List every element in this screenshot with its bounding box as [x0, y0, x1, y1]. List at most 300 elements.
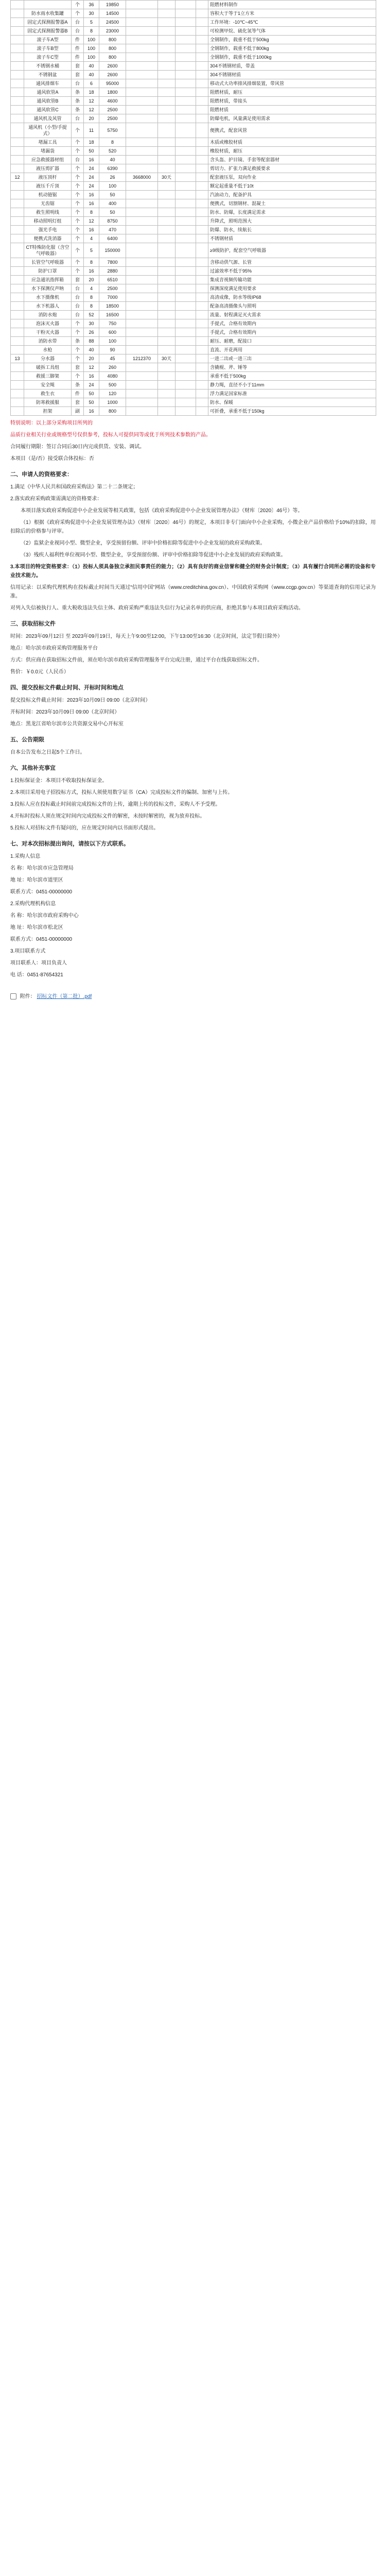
- cell-warranty: [176, 389, 196, 398]
- cell-warranty: [176, 114, 196, 123]
- cell-qty: 12: [84, 363, 99, 372]
- cell-desc: 探测深度满足使用要求: [208, 284, 376, 293]
- cell-qty: 36: [84, 1, 99, 9]
- cell-price: 2600: [99, 71, 126, 79]
- cell-total: [126, 9, 158, 18]
- cell-qty: 100: [84, 44, 99, 53]
- cell-price: 50: [99, 191, 126, 199]
- cell-total: [126, 217, 158, 226]
- cell-desc: 直流、开花两用: [208, 346, 376, 354]
- table-row: [11, 53, 376, 62]
- cell-price: 400: [99, 199, 126, 208]
- cell-price: 1800: [99, 88, 126, 97]
- cell-no: [11, 302, 24, 311]
- cell-price: 8750: [99, 217, 126, 226]
- cell-no: [11, 191, 24, 199]
- cell-no: [11, 36, 24, 44]
- cell-price: 14500: [99, 9, 126, 18]
- cell-name: 不锈钢盆: [24, 71, 72, 79]
- cell-price: 2600: [99, 62, 126, 71]
- cell-total: [126, 234, 158, 243]
- cell-desc: 防水、保暖: [208, 398, 376, 407]
- cell-warranty: [176, 398, 196, 407]
- cell-delivery: [158, 164, 176, 173]
- cell-delivery: [158, 226, 176, 234]
- cell-qty: 40: [84, 71, 99, 79]
- cell-total: [126, 284, 158, 293]
- cell-unit: 件: [72, 36, 84, 44]
- cell-mark: [196, 398, 208, 407]
- cell-no: [11, 381, 24, 389]
- table-row: [11, 62, 376, 71]
- cell-desc: 流量、射程满足灭火需求: [208, 311, 376, 319]
- cell-no: [11, 88, 24, 97]
- paragraph: 1.采购人信息: [10, 854, 41, 859]
- cell-mark: [196, 62, 208, 71]
- table-row: [11, 381, 376, 389]
- cell-mark: [196, 138, 208, 147]
- paragraph: 信用记录：以采购代理机构在投标截止时间当天通过“信用中国”网站（www.creditchina.gov.cn）、中国政府采购网（www.ccgp.gov.cn）等渠道查询的信用记录为准。: [10, 585, 376, 599]
- cell-no: [11, 398, 24, 407]
- cell-desc: 工作环境：-10℃~45℃: [208, 18, 376, 27]
- cell-mark: [196, 27, 208, 36]
- paragraph: 地点：黑龙江省哈尔滨市公共资源交易中心开标室: [10, 721, 124, 727]
- cell-qty: 8: [84, 27, 99, 36]
- cell-qty: 5: [84, 243, 99, 258]
- cell-no: [11, 44, 24, 53]
- cell-warranty: [176, 164, 196, 173]
- cell-qty: 16: [84, 156, 99, 164]
- cell-name: 泡沫灭火器: [24, 319, 72, 328]
- cell-total: [126, 407, 158, 416]
- paragraph: 4.开标时投标人须在规定时间内完成投标文件的解密，未按时解密的，视为放弃投标。: [10, 814, 205, 819]
- cell-name: 滚子车B型: [24, 44, 72, 53]
- paragraph: 2.本项目采用电子招投标方式，投标人须使用数字证书（CA）完成投标文件的编制、加密与上传。: [10, 790, 233, 795]
- cell-price: 23000: [99, 27, 126, 36]
- cell-unit: 副: [72, 407, 84, 416]
- section-heading: 四、提交投标文件截止时间、开标时间和地点: [10, 685, 124, 691]
- paragraph: 3.投标人应在投标截止时间前完成投标文件的上传，逾期上传的投标文件，采购人不予受理。: [10, 802, 221, 807]
- cell-warranty: [176, 182, 196, 191]
- cell-price: 7800: [99, 258, 126, 267]
- cell-unit: 个: [72, 1, 84, 9]
- cell-qty: 8: [84, 208, 99, 217]
- cell-unit: 台: [72, 284, 84, 293]
- cell-name: 水枪: [24, 346, 72, 354]
- table-row: [11, 284, 376, 293]
- cell-unit: 套: [72, 62, 84, 71]
- cell-total: [126, 138, 158, 147]
- cell-mark: [196, 147, 208, 156]
- cell-no: [11, 311, 24, 319]
- cell-desc: 耐压、耐磨，配接口: [208, 337, 376, 346]
- cell-qty: 88: [84, 337, 99, 346]
- cell-qty: 30: [84, 9, 99, 18]
- cell-name: 机动链锯: [24, 191, 72, 199]
- cell-price: 7000: [99, 293, 126, 302]
- cell-total: [126, 319, 158, 328]
- cell-name: [24, 1, 72, 9]
- cell-warranty: [176, 407, 196, 416]
- cell-warranty: [176, 36, 196, 44]
- paragraph: 名 称：哈尔滨市政府采购中心: [10, 913, 79, 919]
- cell-name: 滚子车C型: [24, 53, 72, 62]
- table-row: [11, 173, 376, 182]
- cell-unit: 条: [72, 337, 84, 346]
- cell-qty: 11: [84, 123, 99, 138]
- cell-qty: 12: [84, 97, 99, 106]
- cell-warranty: [176, 226, 196, 234]
- cell-no: [11, 243, 24, 258]
- cell-desc: 浮力满足国家标准: [208, 389, 376, 398]
- cell-no: [11, 182, 24, 191]
- cell-desc: 容积大于等于1立方米: [208, 9, 376, 18]
- cell-name: 防寒救援服: [24, 398, 72, 407]
- cell-no: [11, 389, 24, 398]
- cell-qty: 18: [84, 88, 99, 97]
- cell-delivery: [158, 363, 176, 372]
- cell-warranty: [176, 27, 196, 36]
- paragraph: 5.投标人对招标文件有疑问的，应在规定时间内以书面形式提出。: [10, 825, 159, 831]
- table-row: [11, 389, 376, 398]
- cell-desc: 含移动供气源、长管: [208, 258, 376, 267]
- cell-name: 应急通讯指挥箱: [24, 276, 72, 284]
- cell-unit: 个: [72, 191, 84, 199]
- cell-desc: 移动式大功率排风排烟装置，带风管: [208, 79, 376, 88]
- table-row: [11, 243, 376, 258]
- cell-warranty: [176, 88, 196, 97]
- cell-unit: 个: [72, 354, 84, 363]
- cell-name: 固定式探测报警器B: [24, 27, 72, 36]
- cell-total: [126, 106, 158, 114]
- paragraph: 对列入失信被执行人、重大税收违法失信主体、政府采购严重违法失信行为记录名单的供应商，拒绝其参与本项目政府采购活动。: [10, 605, 304, 611]
- table-row: [11, 9, 376, 18]
- cell-price: 470: [99, 226, 126, 234]
- cell-desc: 不锈钢材质: [208, 234, 376, 243]
- table-row: [11, 302, 376, 311]
- table-row: [11, 363, 376, 372]
- cell-delivery: [158, 243, 176, 258]
- table-row: [11, 328, 376, 337]
- cell-unit: 条: [72, 106, 84, 114]
- cell-total: 1212370: [126, 354, 158, 363]
- cell-delivery: [158, 311, 176, 319]
- cell-unit: 条: [72, 381, 84, 389]
- cell-delivery: [158, 79, 176, 88]
- cell-mark: [196, 276, 208, 284]
- cell-unit: 台: [72, 114, 84, 123]
- cell-price: 800: [99, 53, 126, 62]
- paragraph: （3）残疾人福利性单位视同小型、微型企业，享受预留份额、评审中价格扣除等促进中小企业发展的政府采购政策。: [21, 552, 286, 558]
- cell-warranty: [176, 293, 196, 302]
- cell-price: 800: [99, 36, 126, 44]
- paragraph: 地 址：哈尔滨市松北区: [10, 925, 63, 930]
- cell-no: [11, 9, 24, 18]
- cell-desc: 便携式，配套风管: [208, 123, 376, 138]
- cell-delivery: [158, 123, 176, 138]
- cell-delivery: [158, 1, 176, 9]
- cell-name: 救生衣: [24, 389, 72, 398]
- cell-name: CT特殊防化服（含空气呼吸器）: [24, 243, 72, 258]
- cell-total: [126, 208, 158, 217]
- paragraph: 联系方式：0451-00000000: [10, 889, 73, 895]
- cell-total: [126, 389, 158, 398]
- cell-delivery: [158, 234, 176, 243]
- cell-total: [126, 199, 158, 208]
- cell-desc: 过滤效率不低于95%: [208, 267, 376, 276]
- cell-desc: 全钢制作，载重不低于800kg: [208, 44, 376, 53]
- cell-no: [11, 1, 24, 9]
- paragraph: 3.本项目的特定资格要求：（1）投标人须具备独立承担民事责任的能力；（2）具有良好的商业信誉和健全的财务会计制度；（3）具有履行合同所必需的设备和专业技术能力。: [10, 564, 376, 579]
- cell-delivery: [158, 258, 176, 267]
- cell-price: 150000: [99, 243, 126, 258]
- cell-name: 干粉灭火器: [24, 328, 72, 337]
- table-row: [11, 164, 376, 173]
- cell-total: [126, 337, 158, 346]
- table-row: [11, 138, 376, 147]
- cell-name: 救生照明线: [24, 208, 72, 217]
- cell-warranty: [176, 284, 196, 293]
- cell-price: 19850: [99, 1, 126, 9]
- cell-mark: [196, 208, 208, 217]
- cell-total: [126, 311, 158, 319]
- cell-unit: 台: [72, 293, 84, 302]
- cell-desc: 手提式，合格有效期内: [208, 328, 376, 337]
- cell-unit: 个: [72, 319, 84, 328]
- cell-name: 通风机及风管: [24, 114, 72, 123]
- cell-desc: 配备高清摄像头与照明: [208, 302, 376, 311]
- cell-warranty: [176, 337, 196, 346]
- attachment-link[interactable]: 招标文件（第二批）.pdf: [37, 994, 92, 999]
- cell-total: [126, 27, 158, 36]
- section-heading: 七、对本次招标提出询问，请按以下方式联系。: [10, 841, 129, 847]
- cell-total: [126, 147, 158, 156]
- cell-no: [11, 276, 24, 284]
- cell-price: 100: [99, 182, 126, 191]
- cell-unit: 套: [72, 363, 84, 372]
- table-row: [11, 88, 376, 97]
- cell-delivery: [158, 53, 176, 62]
- cell-warranty: [176, 234, 196, 243]
- paragraph: 特别说明：以上部分采购项目所列的: [10, 420, 93, 426]
- cell-desc: 304不锈钢材质，带盖: [208, 62, 376, 71]
- cell-unit: 个: [72, 234, 84, 243]
- cell-name: 水下机器人: [24, 302, 72, 311]
- cell-delivery: [158, 36, 176, 44]
- table-row: [11, 398, 376, 407]
- cell-unit: 个: [72, 164, 84, 173]
- cell-warranty: [176, 62, 196, 71]
- cell-price: 4600: [99, 97, 126, 106]
- cell-total: [126, 36, 158, 44]
- cell-delivery: [158, 9, 176, 18]
- table-row: [11, 407, 376, 416]
- cell-desc: 配套液压泵，双向作业: [208, 173, 376, 182]
- cell-delivery: [158, 217, 176, 226]
- cell-desc: 阻燃材质，耐压: [208, 88, 376, 97]
- cell-qty: 8: [84, 302, 99, 311]
- cell-name: 防水雨水收集罐: [24, 9, 72, 18]
- cell-desc: 可折叠，承重不低于150kg: [208, 407, 376, 416]
- cell-name: 应急救援器材组: [24, 156, 72, 164]
- cell-no: [11, 284, 24, 293]
- cell-unit: 台: [72, 79, 84, 88]
- table-row: [11, 182, 376, 191]
- cell-qty: 8: [84, 293, 99, 302]
- cell-mark: [196, 164, 208, 173]
- cell-warranty: [176, 106, 196, 114]
- cell-no: [11, 199, 24, 208]
- cell-name: 消防水带: [24, 337, 72, 346]
- cell-price: 95000: [99, 79, 126, 88]
- cell-mark: [196, 284, 208, 293]
- cell-qty: 18: [84, 138, 99, 147]
- cell-no: [11, 407, 24, 416]
- cell-mark: [196, 337, 208, 346]
- cell-unit: 台: [72, 302, 84, 311]
- table-row: [11, 217, 376, 226]
- cell-delivery: [158, 147, 176, 156]
- cell-desc: 一进二出或一进三出: [208, 354, 376, 363]
- cell-warranty: [176, 1, 196, 9]
- cell-no: [11, 138, 24, 147]
- cell-total: [126, 381, 158, 389]
- cell-name: 液压剪扩器: [24, 164, 72, 173]
- cell-total: [126, 293, 158, 302]
- table-row: [11, 27, 376, 36]
- table-row: [11, 337, 376, 346]
- cell-mark: [196, 1, 208, 9]
- cell-warranty: [176, 208, 196, 217]
- table-row: [11, 114, 376, 123]
- cell-warranty: [176, 258, 196, 267]
- cell-no: [11, 346, 24, 354]
- cell-qty: 20: [84, 276, 99, 284]
- table-row: [11, 276, 376, 284]
- cell-price: 520: [99, 147, 126, 156]
- cell-no: [11, 97, 24, 106]
- cell-delivery: [158, 346, 176, 354]
- cell-qty: 16: [84, 407, 99, 416]
- cell-desc: 升降式，照明范围大: [208, 217, 376, 226]
- cell-desc: 阻燃材质，带接头: [208, 97, 376, 106]
- cell-warranty: [176, 346, 196, 354]
- cell-desc: 高清成像，防水等级IP68: [208, 293, 376, 302]
- cell-warranty: [176, 354, 196, 363]
- cell-no: [11, 164, 24, 173]
- cell-unit: 个: [72, 267, 84, 276]
- cell-price: 6390: [99, 164, 126, 173]
- cell-mark: [196, 173, 208, 182]
- paragraph: 项目联系人：项目负责人: [10, 960, 67, 966]
- table-row: [11, 44, 376, 53]
- cell-total: [126, 164, 158, 173]
- cell-price: 6510: [99, 276, 126, 284]
- cell-mark: [196, 226, 208, 234]
- cell-unit: 件: [72, 44, 84, 53]
- cell-qty: 100: [84, 36, 99, 44]
- cell-qty: 16: [84, 372, 99, 381]
- cell-price: 16500: [99, 311, 126, 319]
- cell-delivery: [158, 97, 176, 106]
- cell-total: [126, 97, 158, 106]
- cell-total: [126, 18, 158, 27]
- cell-warranty: [176, 267, 196, 276]
- cell-total: [126, 243, 158, 258]
- cell-mark: [196, 36, 208, 44]
- paragraph: 地点：哈尔滨市政府采购管理服务平台: [10, 646, 98, 651]
- cell-total: [126, 276, 158, 284]
- cell-unit: 个: [72, 243, 84, 258]
- attachment-label: 附件：: [20, 994, 36, 999]
- cell-total: [126, 123, 158, 138]
- table-row: [11, 234, 376, 243]
- cell-total: [126, 372, 158, 381]
- cell-qty: 50: [84, 398, 99, 407]
- cell-qty: 16: [84, 267, 99, 276]
- cell-warranty: [176, 276, 196, 284]
- cell-desc: 含头盔、护目镜、手套等配套器材: [208, 156, 376, 164]
- cell-delivery: [158, 156, 176, 164]
- cell-no: [11, 337, 24, 346]
- paragraph: 本项目（是/否）接受联合体投标：否: [10, 456, 94, 462]
- paragraph: 联系方式：0451-00000000: [10, 937, 73, 942]
- table-row: [11, 319, 376, 328]
- cell-total: [126, 71, 158, 79]
- paragraph: 电 话：0451-87654321: [10, 972, 63, 978]
- cell-delivery: [158, 372, 176, 381]
- cell-price: 4080: [99, 372, 126, 381]
- announcement-body: [10, 416, 376, 979]
- cell-no: [11, 319, 24, 328]
- cell-mark: [196, 79, 208, 88]
- cell-mark: [196, 389, 208, 398]
- table-row: [11, 156, 376, 164]
- cell-warranty: [176, 79, 196, 88]
- cell-mark: [196, 9, 208, 18]
- cell-unit: 个: [72, 258, 84, 267]
- cell-price: 750: [99, 319, 126, 328]
- cell-delivery: [158, 381, 176, 389]
- paragraph: 名 称：哈尔滨市应急管理局: [10, 866, 74, 871]
- cell-price: 5750: [99, 123, 126, 138]
- cell-no: [11, 156, 24, 164]
- cell-total: [126, 114, 158, 123]
- table-row: [11, 293, 376, 302]
- paragraph: 方式：供应商在获取招标文件前，须在哈尔滨市政府采购管理服务平台完成注册，通过平台在线获取招标文件。: [10, 657, 262, 663]
- cell-qty: 12: [84, 217, 99, 226]
- cell-unit: 个: [72, 182, 84, 191]
- cell-name: 强光手电: [24, 226, 72, 234]
- cell-mark: [196, 267, 208, 276]
- cell-mark: [196, 302, 208, 311]
- cell-delivery: [158, 319, 176, 328]
- cell-warranty: [176, 9, 196, 18]
- cell-qty: 100: [84, 53, 99, 62]
- cell-no: [11, 53, 24, 62]
- cell-qty: 24: [84, 381, 99, 389]
- cell-warranty: [176, 191, 196, 199]
- cell-unit: 套: [72, 398, 84, 407]
- cell-price: 24500: [99, 18, 126, 27]
- table-row: [11, 71, 376, 79]
- cell-name: 不锈钢水桶: [24, 62, 72, 71]
- cell-delivery: [158, 191, 176, 199]
- cell-qty: 16: [84, 199, 99, 208]
- cell-delivery: [158, 328, 176, 337]
- cell-name: 消防水炮: [24, 311, 72, 319]
- cell-no: [11, 258, 24, 267]
